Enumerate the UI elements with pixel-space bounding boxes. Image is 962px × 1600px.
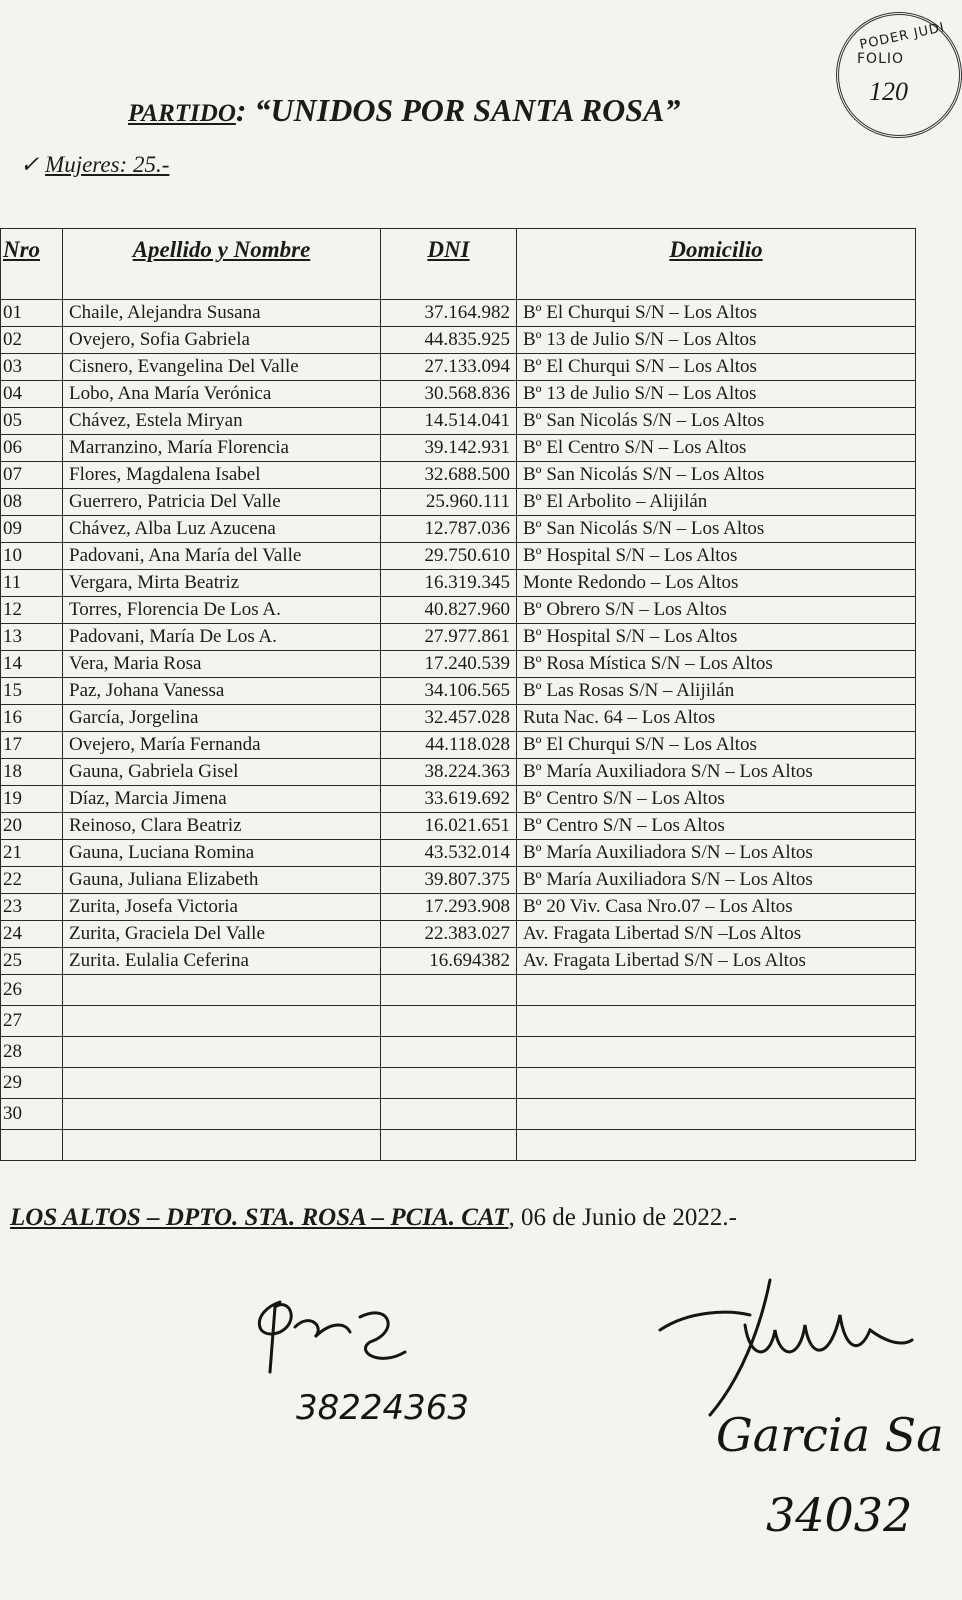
row-dni: 39.807.375 [381, 867, 517, 894]
row-nombre: Vergara, Mirta Beatriz [63, 570, 381, 597]
right-signature-number: 34032 [766, 1488, 913, 1542]
row-dni [381, 1130, 517, 1161]
row-dni: 37.164.982 [381, 300, 517, 327]
row-nombre: Marranzino, María Florencia [63, 435, 381, 462]
table-row [1, 300, 916, 327]
row-dni: 16.021.651 [381, 813, 517, 840]
row-nro: 22 [1, 867, 63, 894]
table-row [1, 462, 916, 489]
row-nro: 10 [1, 543, 63, 570]
row-dni: 44.835.925 [381, 327, 517, 354]
row-domicilio: Bº Hospital S/N – Los Altos [517, 624, 916, 651]
row-domicilio: Monte Redondo – Los Altos [517, 570, 916, 597]
table-row [1, 867, 916, 894]
title-colon: : [235, 92, 247, 128]
row-nro: 27 [1, 1006, 63, 1037]
row-nro: 29 [1, 1068, 63, 1099]
table-row [1, 435, 916, 462]
row-nro: 26 [1, 975, 63, 1006]
row-nombre [63, 1068, 381, 1099]
row-nro: 20 [1, 813, 63, 840]
party-name: “UNIDOS POR SANTA ROSA” [254, 92, 681, 128]
row-domicilio: Bº María Auxiliadora S/N – Los Altos [517, 759, 916, 786]
row-nombre: Padovani, Ana María del Valle [63, 543, 381, 570]
row-nro: 13 [1, 624, 63, 651]
row-nombre: Chaile, Alejandra Susana [63, 300, 381, 327]
row-domicilio: Bº San Nicolás S/N – Los Altos [517, 462, 916, 489]
row-domicilio [517, 975, 916, 1006]
title-label: PARTIDO [128, 100, 236, 127]
row-domicilio: Bº Hospital S/N – Los Altos [517, 543, 916, 570]
row-nro: 06 [1, 435, 63, 462]
table-row [1, 408, 916, 435]
col-header-nombre: Apellido y Nombre [63, 229, 381, 300]
date-text: , 06 de Junio de 2022.- [508, 1204, 737, 1231]
row-nro: 17 [1, 732, 63, 759]
row-nro: 21 [1, 840, 63, 867]
table-row [1, 489, 916, 516]
row-domicilio: Bº San Nicolás S/N – Los Altos [517, 516, 916, 543]
table-row [1, 705, 916, 732]
row-domicilio: Bº El Centro S/N – Los Altos [517, 435, 916, 462]
row-nro: 05 [1, 408, 63, 435]
row-domicilio: Ruta Nac. 64 – Los Altos [517, 705, 916, 732]
row-nombre [63, 1130, 381, 1161]
row-nombre [63, 1037, 381, 1068]
table-row [1, 813, 916, 840]
table-body [1, 300, 916, 1161]
place-date-line [10, 1204, 737, 1232]
row-domicilio: Bº Rosa Mística S/N – Los Altos [517, 651, 916, 678]
row-dni: 14.514.041 [381, 408, 517, 435]
row-domicilio: Bº El Churqui S/N – Los Altos [517, 354, 916, 381]
table-row [1, 516, 916, 543]
row-dni: 12.787.036 [381, 516, 517, 543]
row-domicilio: Bº Centro S/N – Los Altos [517, 786, 916, 813]
row-nro: 23 [1, 894, 63, 921]
row-dni: 44.118.028 [381, 732, 517, 759]
row-dni: 16.319.345 [381, 570, 517, 597]
row-nro: 30 [1, 1099, 63, 1130]
row-nombre: Zurita. Eulalia Ceferina [63, 948, 381, 975]
row-nro [1, 1130, 63, 1161]
row-domicilio [517, 1130, 916, 1161]
row-domicilio: Bº San Nicolás S/N – Los Altos [517, 408, 916, 435]
women-count: Mujeres: 25.- [45, 152, 170, 177]
row-nombre: Lobo, Ana María Verónica [63, 381, 381, 408]
folio-stamp [836, 12, 962, 138]
row-nro: 02 [1, 327, 63, 354]
row-dni: 34.106.565 [381, 678, 517, 705]
row-nro: 14 [1, 651, 63, 678]
row-nombre: Zurita, Josefa Victoria [63, 894, 381, 921]
row-dni: 32.688.500 [381, 462, 517, 489]
row-domicilio: Bº Obrero S/N – Los Altos [517, 597, 916, 624]
row-domicilio: Bº 13 de Julio S/N – Los Altos [517, 381, 916, 408]
subtitle [20, 152, 169, 178]
table-header-row [1, 229, 916, 300]
row-nro: 03 [1, 354, 63, 381]
row-domicilio: Bº Centro S/N – Los Altos [517, 813, 916, 840]
row-domicilio: Bº El Churqui S/N – Los Altos [517, 300, 916, 327]
table-row [1, 381, 916, 408]
row-domicilio [517, 1037, 916, 1068]
table-row [1, 1130, 916, 1161]
col-header-domicilio: Domicilio [517, 229, 916, 300]
row-domicilio [517, 1006, 916, 1037]
table-row [1, 570, 916, 597]
row-nombre: García, Jorgelina [63, 705, 381, 732]
table-row [1, 1037, 916, 1068]
table-row [1, 786, 916, 813]
row-nombre: Gauna, Juliana Elizabeth [63, 867, 381, 894]
row-nro: 08 [1, 489, 63, 516]
row-nro: 11 [1, 570, 63, 597]
row-nombre: Vera, Maria Rosa [63, 651, 381, 678]
table-row [1, 759, 916, 786]
row-dni: 22.383.027 [381, 921, 517, 948]
candidates-table [0, 228, 916, 1161]
row-domicilio [517, 1068, 916, 1099]
row-nro: 15 [1, 678, 63, 705]
row-dni: 25.960.111 [381, 489, 517, 516]
row-domicilio: Bº María Auxiliadora S/N – Los Altos [517, 840, 916, 867]
row-domicilio: Bº El Arbolito – Alijilán [517, 489, 916, 516]
table-row [1, 894, 916, 921]
table-row [1, 732, 916, 759]
row-nro: 04 [1, 381, 63, 408]
row-nro: 07 [1, 462, 63, 489]
row-nro: 18 [1, 759, 63, 786]
left-signature-number: 38224363 [296, 1388, 470, 1428]
row-dni: 17.240.539 [381, 651, 517, 678]
row-dni: 40.827.960 [381, 597, 517, 624]
table-row [1, 597, 916, 624]
row-nombre [63, 975, 381, 1006]
row-domicilio: Bº 13 de Julio S/N – Los Altos [517, 327, 916, 354]
page-title [128, 92, 680, 129]
row-dni: 43.532.014 [381, 840, 517, 867]
row-domicilio: Av. Fragata Libertad S/N – Los Altos [517, 948, 916, 975]
row-nombre: Chávez, Alba Luz Azucena [63, 516, 381, 543]
place-text: LOS ALTOS – DPTO. STA. ROSA – PCIA. CAT [10, 1204, 509, 1231]
row-nombre: Torres, Florencia De Los A. [63, 597, 381, 624]
col-header-dni: DNI [381, 229, 517, 300]
row-nombre: Reinoso, Clara Beatriz [63, 813, 381, 840]
col-header-nro: Nro [1, 229, 63, 300]
row-dni: 30.568.836 [381, 381, 517, 408]
row-nro: 28 [1, 1037, 63, 1068]
table-row [1, 1006, 916, 1037]
row-dni: 27.133.094 [381, 354, 517, 381]
row-nombre: Guerrero, Patricia Del Valle [63, 489, 381, 516]
row-nombre: Gauna, Luciana Romina [63, 840, 381, 867]
table-row [1, 678, 916, 705]
row-dni: 38.224.363 [381, 759, 517, 786]
row-nombre: Díaz, Marcia Jimena [63, 786, 381, 813]
row-nro: 16 [1, 705, 63, 732]
row-dni: 16.694382 [381, 948, 517, 975]
row-dni: 32.457.028 [381, 705, 517, 732]
row-dni: 33.619.692 [381, 786, 517, 813]
stamp-top-text: PODER JUDI [858, 20, 947, 53]
row-nombre: Ovejero, Sofia Gabriela [63, 327, 381, 354]
row-nro: 01 [1, 300, 63, 327]
row-domicilio: Bº Las Rosas S/N – Alijilán [517, 678, 916, 705]
row-dni [381, 1037, 517, 1068]
table-row [1, 975, 916, 1006]
table-row [1, 651, 916, 678]
row-dni [381, 1006, 517, 1037]
table-row [1, 1099, 916, 1130]
row-domicilio: Bº 20 Viv. Casa Nro.07 – Los Altos [517, 894, 916, 921]
left-signature [240, 1282, 420, 1382]
row-nombre: Ovejero, María Fernanda [63, 732, 381, 759]
table-row [1, 921, 916, 948]
right-signature-name: Garcia Sa [716, 1408, 944, 1462]
row-nro: 24 [1, 921, 63, 948]
row-dni [381, 1099, 517, 1130]
row-nombre: Zurita, Graciela Del Valle [63, 921, 381, 948]
row-nro: 09 [1, 516, 63, 543]
table-row [1, 354, 916, 381]
row-domicilio: Bº El Churqui S/N – Los Altos [517, 732, 916, 759]
row-domicilio: Bº María Auxiliadora S/N – Los Altos [517, 867, 916, 894]
row-dni [381, 1068, 517, 1099]
row-dni: 29.750.610 [381, 543, 517, 570]
row-nombre: Flores, Magdalena Isabel [63, 462, 381, 489]
table-row [1, 624, 916, 651]
row-nombre: Gauna, Gabriela Gisel [63, 759, 381, 786]
table-row [1, 543, 916, 570]
stamp-folio-number: 120 [869, 77, 908, 106]
row-nro: 19 [1, 786, 63, 813]
stamp-folio-label: FOLIO [857, 51, 905, 67]
row-nombre: Paz, Johana Vanessa [63, 678, 381, 705]
row-domicilio [517, 1099, 916, 1130]
row-dni: 17.293.908 [381, 894, 517, 921]
row-nro: 12 [1, 597, 63, 624]
row-nro: 25 [1, 948, 63, 975]
row-nombre: Padovani, María De Los A. [63, 624, 381, 651]
row-nombre: Chávez, Estela Miryan [63, 408, 381, 435]
table-row [1, 948, 916, 975]
table-row [1, 1068, 916, 1099]
row-dni: 39.142.931 [381, 435, 517, 462]
table-row [1, 840, 916, 867]
row-domicilio: Av. Fragata Libertad S/N –Los Altos [517, 921, 916, 948]
table-row [1, 327, 916, 354]
row-nombre [63, 1099, 381, 1130]
row-nombre: Cisnero, Evangelina Del Valle [63, 354, 381, 381]
right-signature [650, 1270, 920, 1420]
row-nombre [63, 1006, 381, 1037]
row-dni: 27.977.861 [381, 624, 517, 651]
row-dni [381, 975, 517, 1006]
check-mark-icon: ✓ [20, 152, 40, 177]
